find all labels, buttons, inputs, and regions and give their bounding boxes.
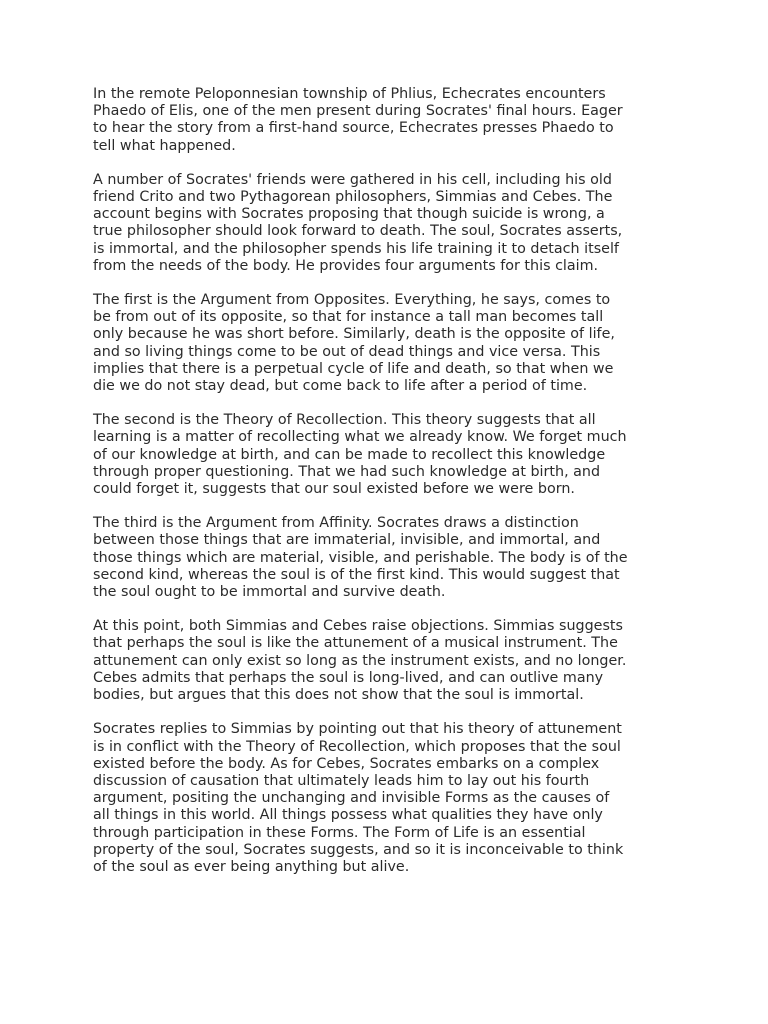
paragraph-6: At this point, both Simmias and Cebes raise objections. Simmias suggests that perhaps the soul is like the attunement of a musical instrument. The attunement can only exist so long as the instrument exists, and no longer. Cebes admits that perhaps the soul is long-lived, and can outlive many bodies, but argues that this does not show that the soul is immortal. [93, 618, 627, 704]
document-body [93, 86, 681, 893]
paragraph-2: A number of Socrates' friends were gathered in his cell, including his old friend Crito and two Pythagorean philosophers, Simmias and Cebes. The account begins with Socrates proposing that though suicide is wrong, a true philosopher should look forward to death. The soul, Socrates asserts, is immortal, and the philosopher spends his life training it to detach itself from the needs of the body. He provides four arguments for this claim. [93, 171, 623, 274]
paragraph-4: The second is the Theory of Recollection. This theory suggests that all learning is a matter of recollecting what we already know. We forget much of our knowledge at birth, and can be made to recollect this knowledge through proper questioning. That we had such knowledge at birth, and could forget it, suggests that our soul existed before we were born. [93, 412, 627, 498]
paragraph-5: The third is the Argument from Affinity. Socrates draws a distinction between those things that are immaterial, invisible, and immortal, and those things which are material, visible, and perishable. The body is of the second kind, whereas the soul is of the first kind. This would suggest that the soul ought to be immortal and survive death. [93, 515, 628, 601]
paragraph-7: Socrates replies to Simmias by pointing out that his theory of attunement is in conflict with the Theory of Recollection, which proposes that the soul existed before the body. As for Cebes, Socrates embarks on a complex discussion of causation that ultimately leads him to lay out his fourth argument, positing the unchanging and invisible Forms as the causes of all things in this world. All things possess what qualities they have only through participation in these Forms. The Form of Life is an essential property of the soul, Socrates suggests, and so it is inconceivable to think of the soul as ever being anything but alive. [93, 721, 624, 875]
paragraph-1: In the remote Peloponnesian township of Phlius, Echecrates encounters Phaedo of Elis, one of the men present during Socrates' final hours. Eager to hear the story from a first-hand source, Echecrates presses Phaedo to tell what happened. [93, 86, 623, 154]
paragraph-3: The first is the Argument from Opposites. Everything, he says, comes to be from out of its opposite, so that for instance a tall man becomes tall only because he was short before. Similarly, death is the opposite of life, and so living things come to be out of dead things and vice versa. This implies that there is a perpetual cycle of life and death, so that when we die we do not stay dead, but come back to life after a period of time. [93, 292, 615, 395]
